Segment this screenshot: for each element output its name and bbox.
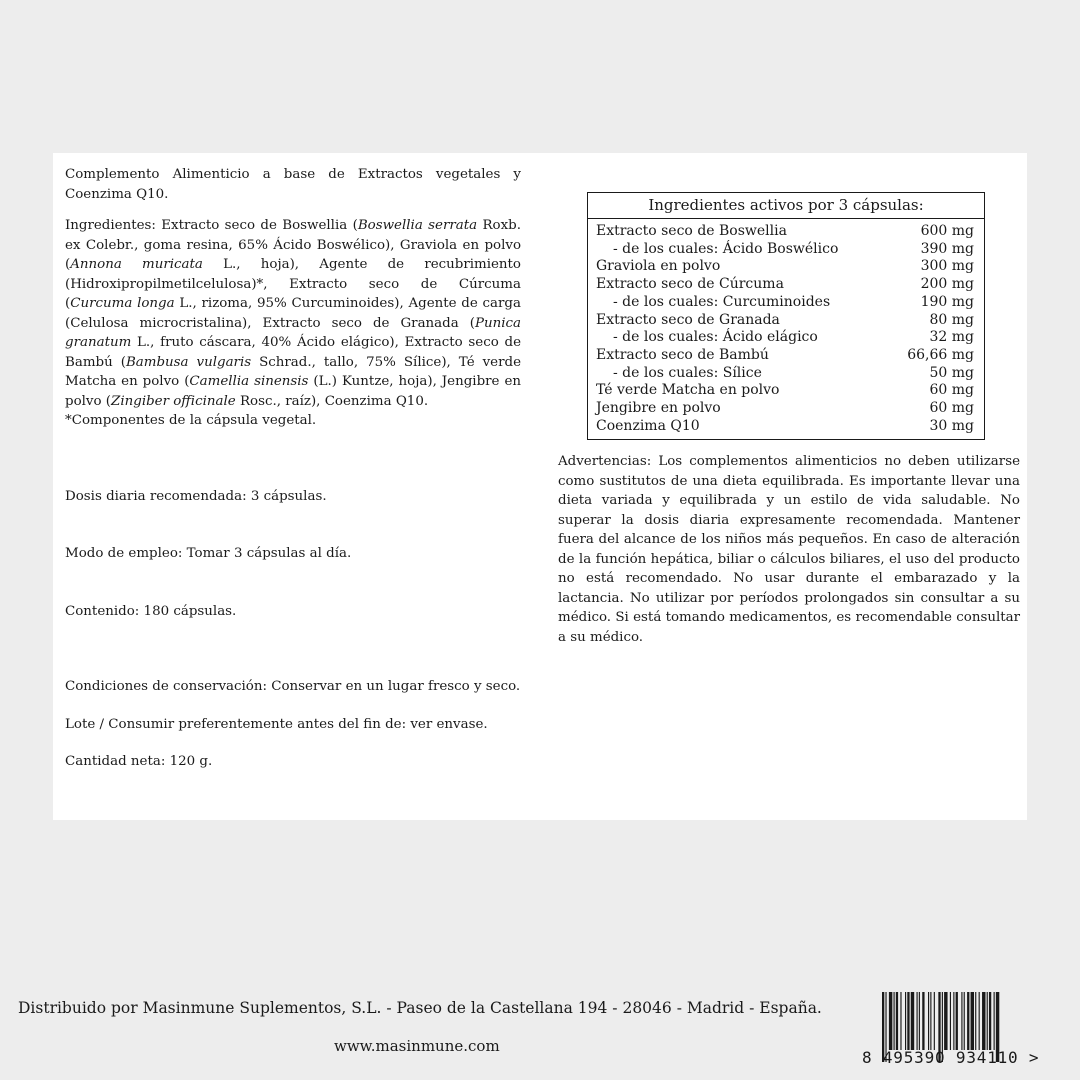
table-row [596,241,974,259]
barcode-bar [896,992,898,1050]
barcode-bar [934,992,935,1050]
barcode-bar [953,992,954,1050]
warnings-text: Advertencias: Los complementos alimenticios no deben utilizarse como sustitutos de una dieta equilibrada. Es importante llevar una dieta variada y equilibrada y un estilo de vida saludable. No superar la dosis diaria expresamente recomendada. Mantener fuera del alcance de los niños más pequeños. En caso de alteración de la función hepática, biliar o cálculos biliares, el uso del producto no está recomendado. No usar durante el embarazado y la lactancia. No utilizar por períodos prolongados sin consultar a su médico. Si está tomando medicamentos, es recomendable consultar a su médico. [558,454,1020,645]
barcode-bar [971,992,974,1050]
botanical-name: Bambusa vulgaris [125,354,252,370]
ingredients-label: Ingredientes: [65,218,162,233]
ingredients-text [65,216,521,411]
ingredient-amount: 80 mg [929,311,974,328]
botanical-name: Camellia sinensis [189,374,309,389]
table-row [596,382,974,400]
content-count: Contenido: 180 cápsulas. [65,603,237,619]
barcode-bar [930,992,931,1050]
barcode-bar [944,992,947,1050]
barcode-bar [919,992,920,1050]
table-row [596,329,974,347]
distributor-address: Distribuido por Masinmune Suplementos, S.L. - Paseo de la Castellana 194 - 28046 - Madrid - España. [18,999,822,1017]
ingredient-name: Extracto seco de Bambú [596,346,769,363]
barcode-bar [979,992,980,1050]
table-row [596,418,974,436]
botanical-name: Boswellia serrata [357,218,478,233]
ingredient-name: Extracto seco de Granada [596,311,780,328]
ingredient-name: Té verde Matcha en polvo [596,382,780,399]
label-card [53,153,1027,820]
storage-conditions: Condiciones de conservación: Conservar en un lugar fresco y seco. [65,679,521,694]
ingredient-name: Coenzima Q10 [596,417,700,434]
net-quantity: Cantidad neta: 120 g. [65,754,213,769]
barcode-digits: 8 495390 934110 > [862,1048,1040,1067]
website-url: www.masinmune.com [334,1037,500,1055]
ingredient-name: - de los cuales: Ácido Boswélico [613,240,839,257]
barcode-bar [917,992,918,1050]
botanical-name: Zingiber officinale [111,393,236,409]
barcode-bar [994,992,995,1050]
active-ingredients-table [587,192,985,440]
barcode-bar [956,992,958,1050]
ingredient-amount: 300 mg [920,258,974,275]
table-row [596,223,974,241]
ingredient-amount: 66,66 mg [907,346,974,363]
table-row [596,258,974,276]
ingredient-amount: 30 mg [929,417,974,434]
ingredient-text: Roxb. ex Colebr., goma resina, 65% Ácido Boswélico), Graviola en polvo ( [65,218,521,272]
barcode-bar [907,992,909,1050]
table-row [596,347,974,365]
table-row [596,400,974,418]
ingredient-text: Rosc., raíz), Coenzima Q10. [235,393,429,409]
ingredient-text: (L.) Kuntze, hoja), Jengibre en polvo ( [65,374,521,409]
barcode-bar [894,992,895,1050]
ingredient-amount: 60 mg [929,400,974,417]
ingredient-text: L., rizoma, 95% Curcuminoides), Agente de carga (Celulosa microcristalina), Extracto seco de Granada ( [65,296,521,331]
ingredient-text: L., fruto cáscara, 40% Ácido elágico), Extracto seco de Bambú ( [65,335,521,370]
usage-instructions: Modo de empleo: Tomar 3 cápsulas al día. [65,546,352,561]
barcode-bar [987,992,988,1050]
barcode-bar [911,992,914,1050]
botanical-name: Punica granatum [65,315,521,350]
lot-expiry: Lote / Consumir preferentemente antes del fin de: ver envase. [65,716,488,732]
table-body [588,219,984,439]
table-row [596,365,974,383]
barcode-bar [967,992,969,1050]
botanical-name: Curcuma longa [70,296,175,311]
ingredient-text: Schrad., tallo, 75% Sílice), Té verde Matcha en polvo ( [65,354,521,389]
barcode-bar [982,992,985,1050]
ingredient-amount: 200 mg [920,276,974,293]
table-row [596,294,974,312]
barcode-bar [922,992,924,1050]
table-row [596,312,974,330]
product-description: Complemento Alimenticio a base de Extractos vegetales y Coenzima Q10. [65,167,521,202]
botanical-name: Annona muricata [70,257,203,272]
barcode-bar [975,992,976,1050]
ingredient-name: Extracto seco de Cúrcuma [596,276,784,293]
barcode-bar [889,992,892,1050]
capsule-note: *Componentes de la cápsula vegetal. [65,413,317,428]
ingredient-text: L., hoja), Agente de recubrimiento (Hidroxipropilmetilcelulosa)*, Extracto seco de Cúrcuma ( [65,257,521,311]
ingredient-name: - de los cuales: Curcuminoides [613,293,831,310]
barcode-bar [964,992,965,1050]
barcode-bar [928,992,929,1050]
ingredient-name: - de los cuales: Sílice [613,364,762,381]
ingredient-amount: 32 mg [929,329,974,346]
ingredient-text: Extracto seco de Boswellia ( [161,218,358,233]
ingredient-name: - de los cuales: Ácido elágico [613,329,818,346]
ingredient-amount: 390 mg [920,240,974,257]
daily-dose: Dosis diaria recomendada: 3 cápsulas. [65,488,327,504]
ingredient-amount: 600 mg [920,223,974,239]
ingredient-amount: 50 mg [929,364,974,381]
table-header: Ingredientes activos por 3 cápsulas: [588,193,984,219]
barcode-bar [900,992,901,1050]
barcode-bar [950,992,951,1050]
barcode-bar [989,992,991,1050]
barcode-bar [961,992,962,1050]
ingredient-name: Graviola en polvo [596,258,721,275]
left-column [65,165,521,772]
ingredient-amount: 60 mg [929,382,974,399]
ingredient-name: Extracto seco de Boswellia [596,223,787,239]
table-row [596,276,974,294]
ingredient-amount: 190 mg [920,293,974,310]
barcode-bar [905,992,906,1050]
ingredient-name: Jengibre en polvo [596,400,721,417]
